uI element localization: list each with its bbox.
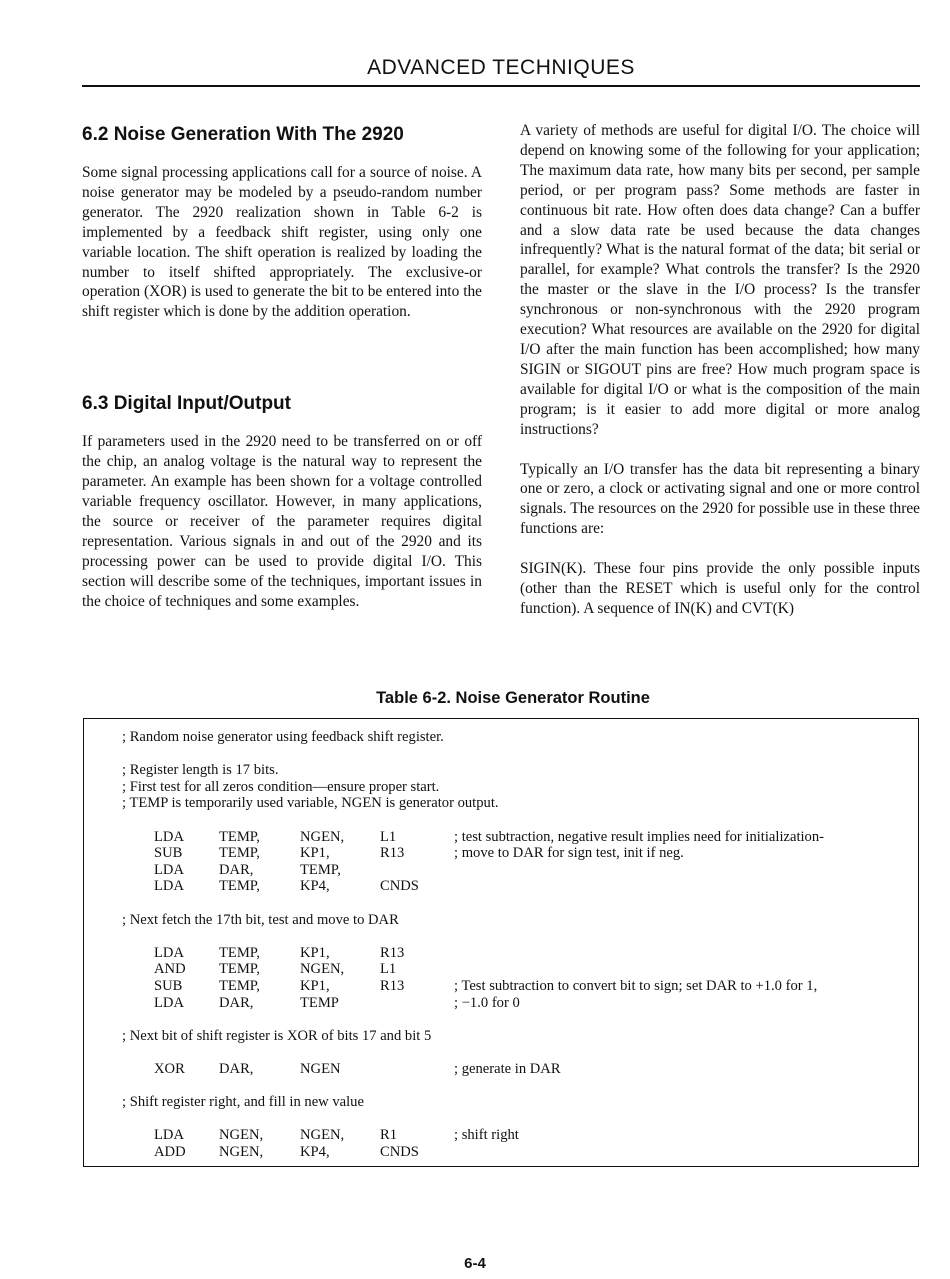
shift-code: R13: [380, 944, 405, 961]
listing-comment: ; Next fetch the 17th bit, test and move to DAR: [122, 911, 399, 928]
table-title: Table 6-2. Noise Generator Routine: [376, 689, 650, 707]
opcode: XOR: [154, 1060, 185, 1077]
instruction-line: [122, 878, 499, 895]
listing-comment: ; TEMP is temporarily used variable, NGEN is generator output.: [122, 795, 499, 812]
paragraph-io-methods: A variety of methods are useful for digital I/O. The choice will depend on knowing some of the following for your application; The maximum data rate, how many bits per second, per sample period, or per program pass? Some methods are faster in continuous bit rate. How often does data change? Can a buffer and a slow data rate be used because the data changes infrequently? What is the natural format of the data; bit serial or parallel, for example? What controls the transfer? Is the 2920 the master or the slave in the I/O process? Is the transfer synchronous or non-synchronous with the 2920 program execution? What resources are available on the 2920 for digital I/O after the main function has been accomplished; how many SIGIN or SIGOUT pins are free? How much program space is available for digital I/O or what is the composition of the main program; is it easier to add more digital or more analog instructions?: [520, 122, 920, 438]
opcode: SUB: [154, 977, 183, 994]
instruction-line: [122, 961, 499, 978]
listing-comment: ; Shift register right, and fill in new value: [122, 1094, 364, 1111]
opcode: LDA: [154, 878, 184, 895]
instruction-line: [122, 862, 499, 879]
section-heading-6-2: 6.2 Noise Generation With The 2920: [82, 124, 404, 145]
operand-2: KP1,: [300, 977, 330, 994]
instruction-comment: ; generate in DAR: [454, 1060, 561, 1077]
operand-2: NGEN,: [300, 828, 345, 845]
instruction-block-2: [122, 944, 818, 1011]
operand-2: KP1,: [300, 845, 330, 862]
instruction-comment: ; −1.0 for 0: [454, 994, 520, 1011]
operand-1: DAR,: [219, 861, 254, 878]
listing-comment: ; Next bit of shift register is XOR of bits 17 and bit 5: [122, 1027, 432, 1044]
paragraph-io-transfer: Typically an I/O transfer has the data bit representing a binary one or zero, a clock or activating signal and one or more control signals. The resources on the 2920 for possible use in these three functions are:: [520, 460, 920, 538]
instruction-comment: ; move to DAR for sign test, init if neg.: [454, 845, 684, 862]
instruction-comment: ; shift right: [454, 1127, 519, 1144]
opcode: LDA: [154, 1127, 184, 1144]
page-number: 6-4: [464, 1255, 486, 1272]
instruction-block-4: [122, 1127, 519, 1160]
shift-code: R13: [380, 845, 405, 862]
paragraph-sigin: SIGIN(K). These four pins provide the only possible inputs (other than the RESET which is useful only for the control function). A sequence of IN(K) and CVT(K): [520, 560, 920, 617]
opcode: LDA: [154, 828, 184, 845]
operand-1: NGEN,: [219, 1143, 264, 1160]
instruction-comment: ; Test subtraction to convert bit to sign; set DAR to +1.0 for 1,: [454, 977, 818, 994]
instruction-comment: ; test subtraction, negative result implies need for initialization-: [454, 828, 825, 845]
operand-2: KP1,: [300, 944, 330, 961]
opcode: LDA: [154, 994, 184, 1011]
operand-2: NGEN,: [300, 961, 345, 978]
code-listing-box: [83, 718, 919, 1167]
opcode: SUB: [154, 845, 183, 862]
shift-code: L1: [380, 961, 397, 978]
opcode: LDA: [154, 861, 184, 878]
operand-2: KP4,: [300, 878, 330, 895]
operand-1: DAR,: [219, 994, 254, 1011]
running-head: ADVANCED TECHNIQUES: [367, 56, 635, 79]
operand-1: TEMP,: [219, 878, 260, 895]
header-rule: [82, 85, 920, 87]
instruction-block-1: [122, 828, 825, 895]
operand-1: TEMP,: [219, 977, 260, 994]
operand-1: DAR,: [219, 1060, 254, 1077]
instruction-line: [122, 977, 818, 995]
listing-comment: ; Random noise generator using feedback shift register.: [122, 729, 444, 745]
shift-code: R13: [380, 977, 405, 994]
opcode: LDA: [154, 944, 184, 961]
paragraph-noise-generation: Some signal processing applications call for a source of noise. A noise generator may be modeled by a pseudo-random number generator. The 2920 realization shown in Table 6-2 is implemented by a feedback shift register, using only one variable location. The shift operation is realized by loading the number to itself shifted appropriately. The exclusive-or operation (XOR) is used to generate the bit to be entered into the shift register which is done by the addition operation.: [82, 164, 482, 321]
shift-code: CNDS: [380, 1143, 419, 1160]
left-column: [82, 121, 482, 611]
instruction-line: [122, 845, 684, 862]
listing-comment: ; First test for all zeros condition—ensure proper start.: [122, 778, 440, 795]
operand-2: NGEN: [300, 1060, 341, 1077]
operand-2: TEMP,: [300, 861, 341, 878]
operand-2: TEMP: [300, 994, 339, 1011]
operand-1: NGEN,: [219, 1127, 264, 1144]
paragraph-digital-io: If parameters used in the 2920 need to be transferred on or off the chip, an analog voltage is the natural way to represent the parameter. An example has been shown for a voltage controlled variable frequency oscillator. However, in many applications, the source or receiver of the parameter requires digital representation. Various signals in and out of the 2920 and its processing power can be used to provide digital I/O. This section will describe some of the techniques, important issues in the choice of techniques and some examples.: [82, 433, 482, 610]
instruction-line: [122, 1144, 499, 1161]
operand-1: TEMP,: [219, 845, 260, 862]
instruction-line: [122, 945, 499, 962]
section-heading-6-3: 6.3 Digital Input/Output: [82, 393, 291, 415]
listing-comment: ; Register length is 17 bits.: [122, 762, 279, 779]
shift-code: L1: [380, 828, 397, 845]
instruction-line: [122, 1060, 561, 1078]
operand-1: TEMP,: [219, 828, 260, 845]
opcode: ADD: [154, 1143, 186, 1160]
shift-code: R1: [380, 1127, 398, 1144]
instruction-line: [122, 994, 520, 1012]
right-column: [520, 121, 920, 619]
operand-2: KP4,: [300, 1143, 330, 1160]
code-listing: [122, 729, 825, 1160]
operand-1: TEMP,: [219, 961, 260, 978]
instruction-block-3: [122, 1060, 561, 1078]
operand-2: NGEN,: [300, 1127, 345, 1144]
instruction-line: [122, 828, 825, 846]
opcode: AND: [154, 961, 186, 978]
shift-code: CNDS: [380, 878, 419, 895]
instruction-line: [122, 1127, 519, 1144]
operand-1: TEMP,: [219, 944, 260, 961]
